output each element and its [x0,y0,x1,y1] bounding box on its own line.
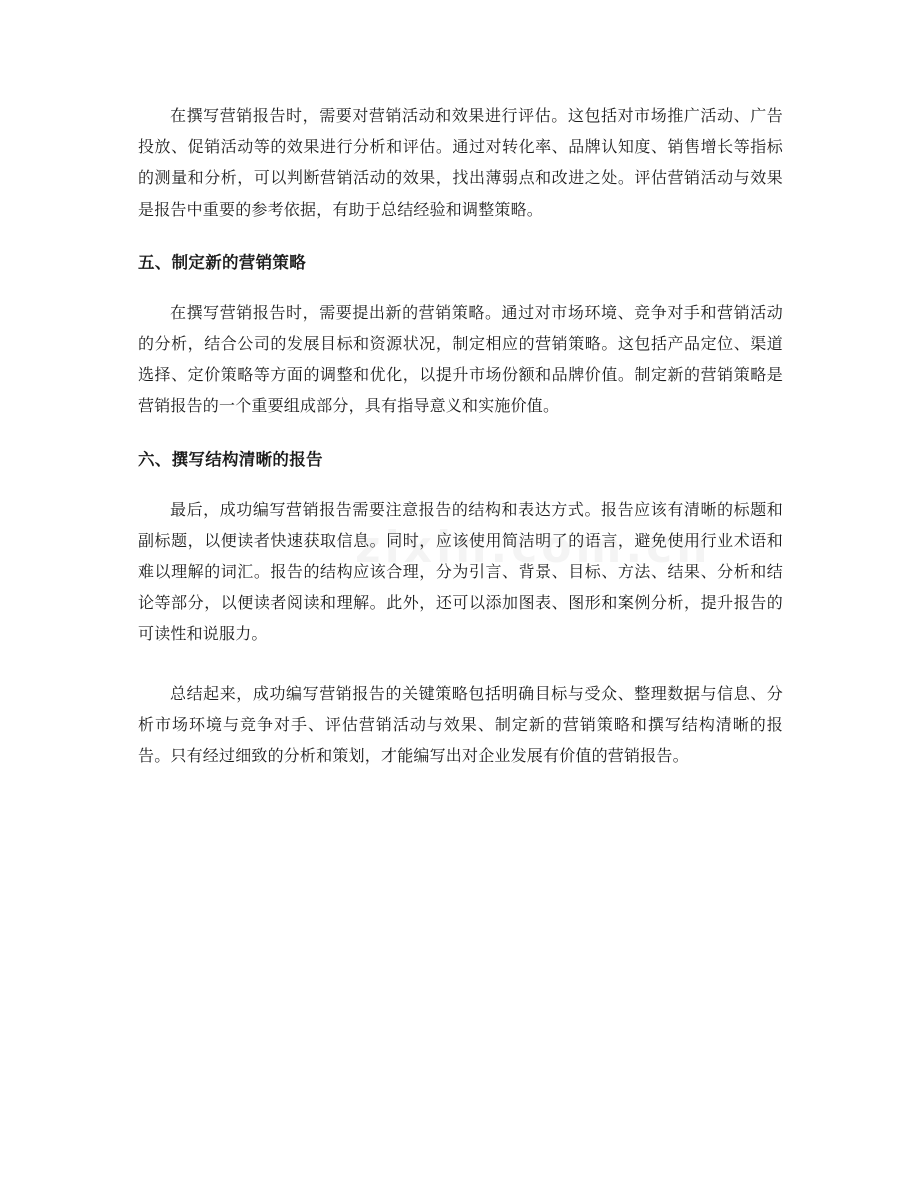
document-page [138,100,783,771]
heading-new-strategy: 五、制定新的营销策略 [138,252,306,272]
paragraph-report-structure: 最后，成功编写营销报告需要注意报告的结构和表达方式。报告应该有清晰的标题和副标题，以便读者快速获取信息。同时，应该使用简洁明了的语言，避免使用行业术语和难以理解的词汇。报告的结构应该合理，分为引言、背景、目标、方法、结果、分析和结论等部分，以便读者阅读和理解。此外，还可以添加图表、图形和案例分析，提升报告的可读性和说服力。 [138,499,783,644]
heading-report-structure: 六、撰写结构清晰的报告 [138,449,323,469]
paragraph-summary: 总结起来，成功编写营销报告的关键策略包括明确目标与受众、整理数据与信息、分析市场环境与竞争对手、评估营销活动与效果、制定新的营销策略和撰写结构清晰的报告。只有经过细致的分析和策划，才能编写出对企业发展有价值的营销报告。 [138,683,783,766]
paragraph-new-strategy: 在撰写营销报告时，需要提出新的营销策略。通过对市场环境、竞争对手和营销活动的分析，结合公司的发展目标和资源状况，制定相应的营销策略。这包括产品定位、渠道选择、定价策略等方面的调整和优化，以提升市场份额和品牌价值。制定新的营销策略是营销报告的一个重要组成部分，具有指导意义和实施价值。 [138,302,783,416]
paragraph-evaluate-marketing: 在撰写营销报告时，需要对营销活动和效果进行评估。这包括对市场推广活动、广告投放、促销活动等的效果进行分析和评估。通过对转化率、品牌认知度、销售增长等指标的测量和分析，可以判断营销活动的效果，找出薄弱点和改进之处。评估营销活动与效果是报告中重要的参考依据，有助于总结经验和调整策略。 [138,106,783,219]
